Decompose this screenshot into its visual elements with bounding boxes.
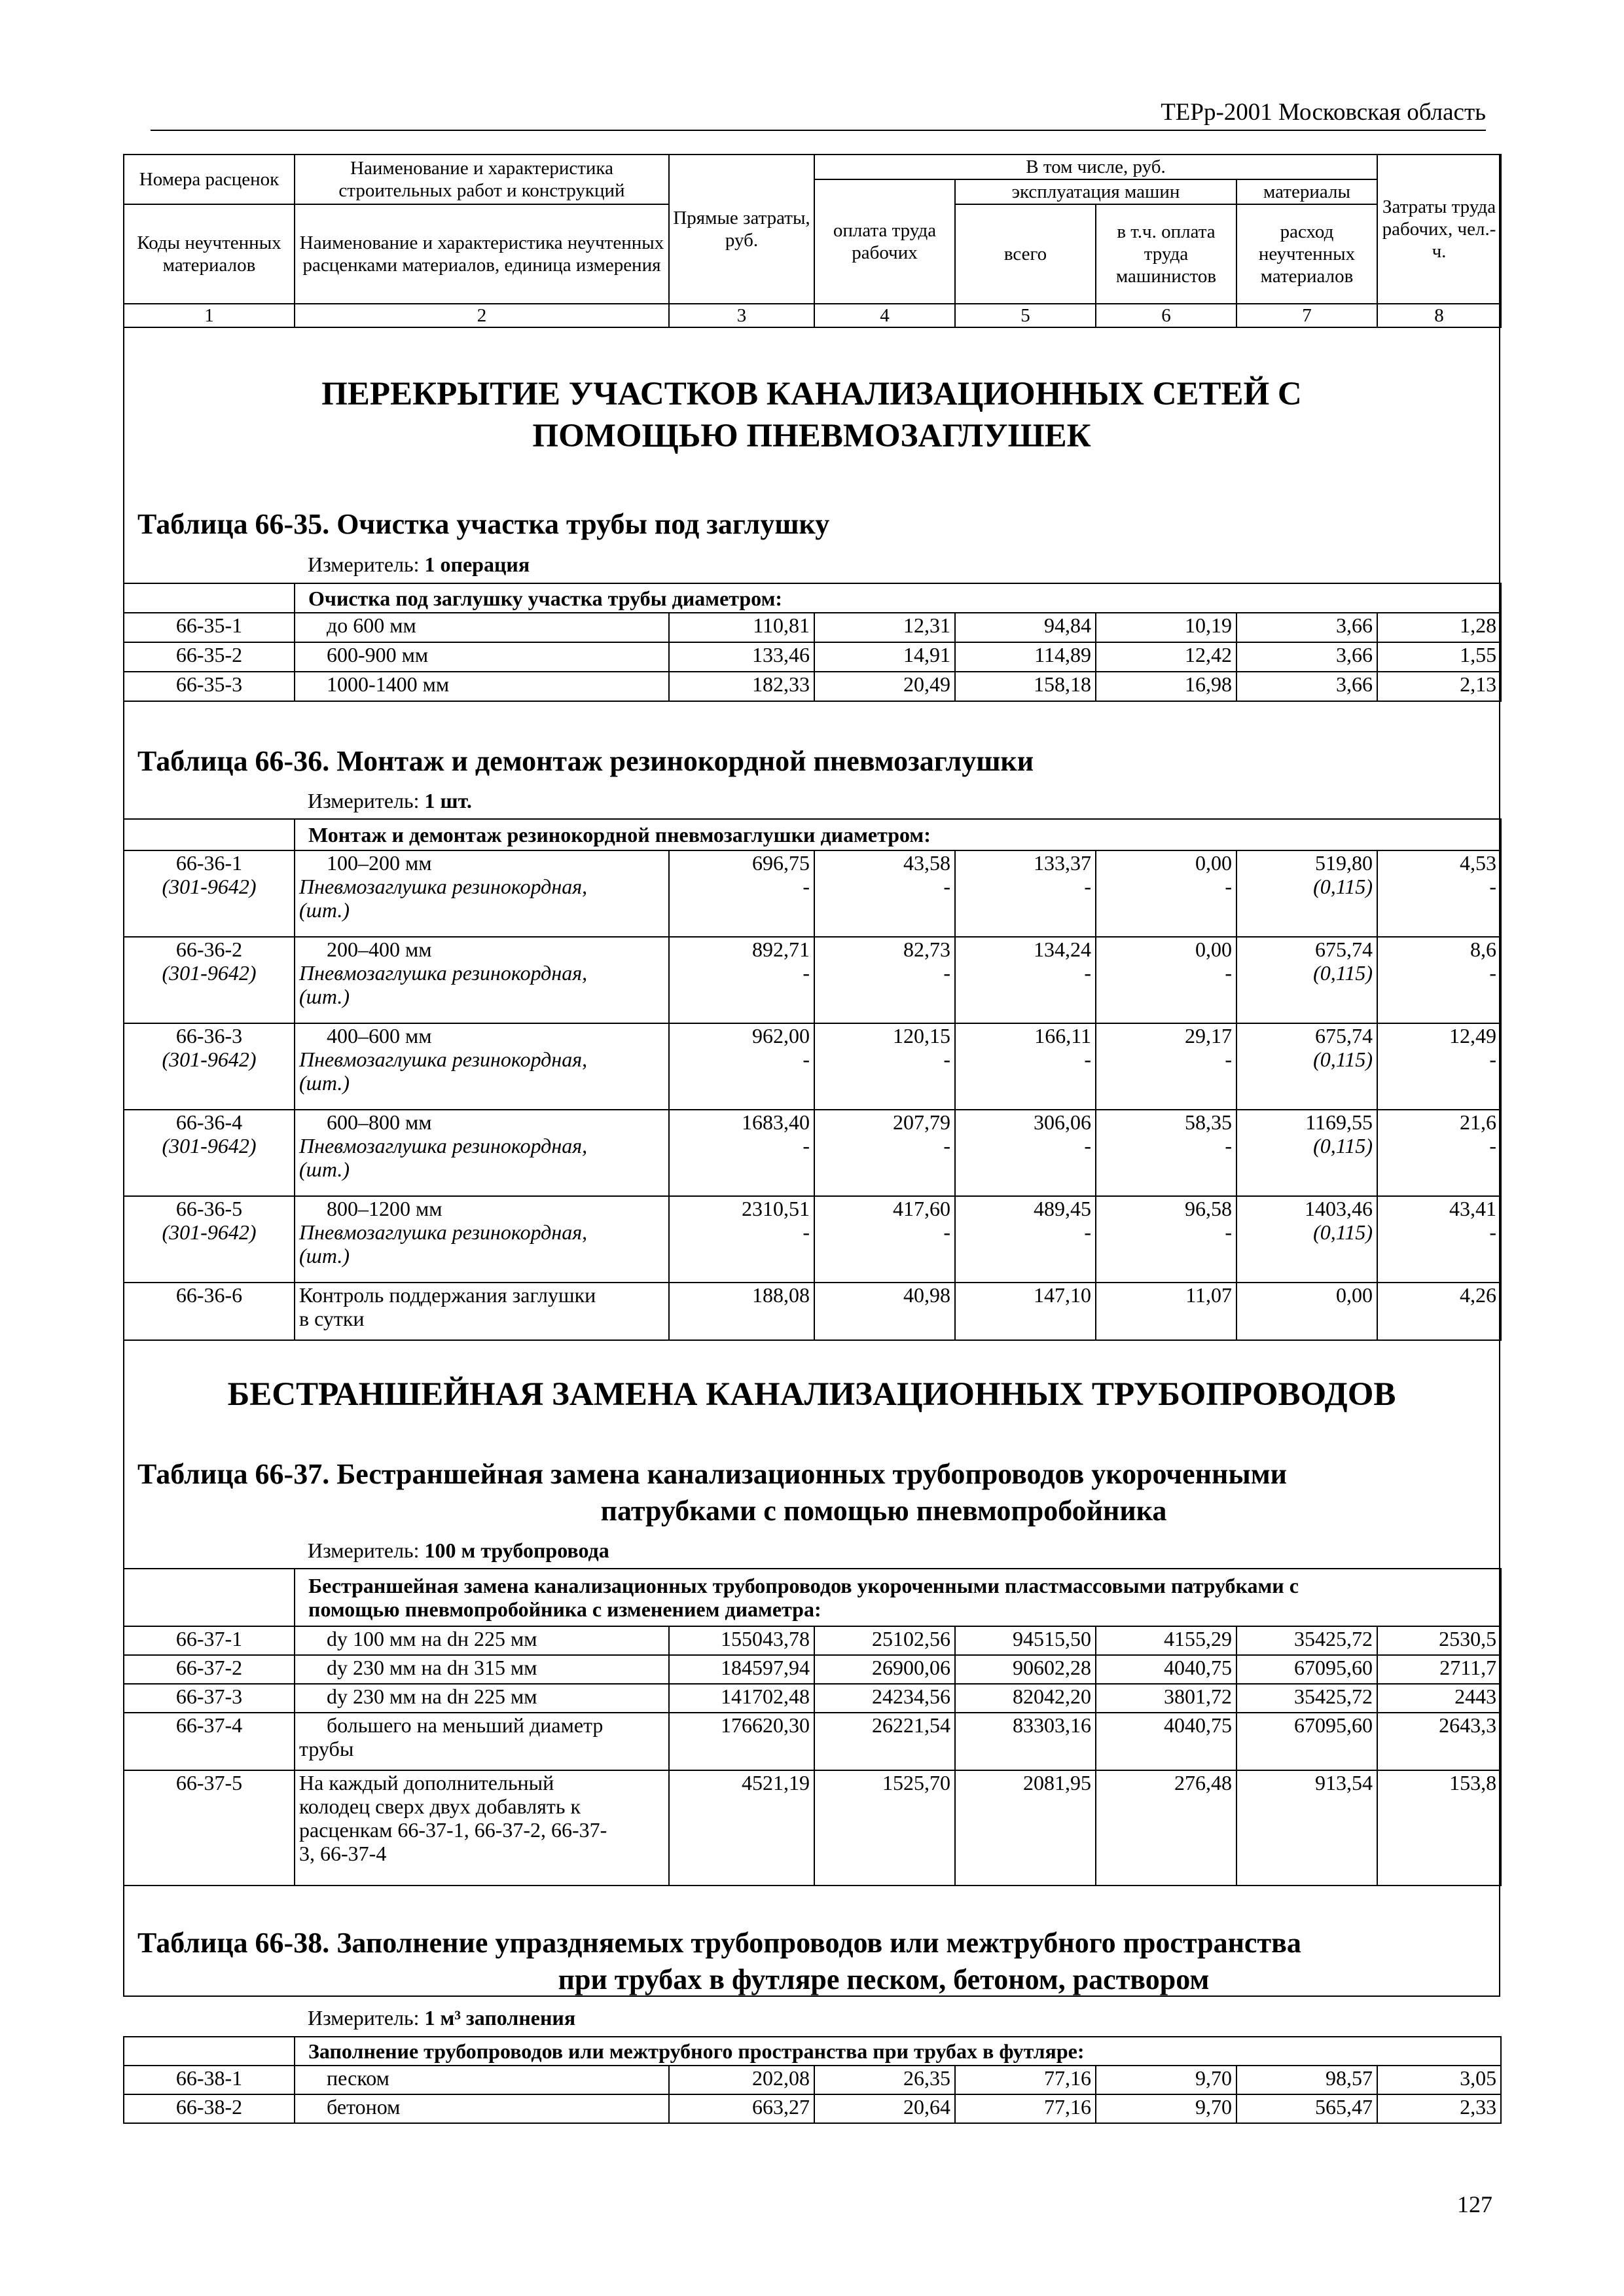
col-num: 7 — [1236, 304, 1377, 327]
header-machine-operation: эксплуатация машин — [955, 179, 1236, 204]
col-num: 1 — [124, 304, 295, 327]
header-material-codes: Коды неучтенных материалов — [124, 204, 295, 304]
table-row: 66-35-1 до 600 мм 110,81 12,31 94,84 10,19 3,66 1,28 — [124, 613, 1501, 642]
table-66-36 — [123, 818, 1502, 1341]
col-num: 4 — [814, 304, 955, 327]
table-66-35-meter: Измеритель: 1 операция — [308, 553, 530, 576]
table-66-36-title: Таблица 66-36. Монтаж и демонтаж резинокордной пневмозаглушки — [137, 745, 1034, 777]
table-66-36-meter: Измеритель: 1 шт. — [308, 789, 472, 812]
table-row: 66-37-5 На каждый дополнительный колодец сверх двух добавлять к расценкам 66-37-1, 66-37-2, 66-37- 3, 66-37-4 4521,19 1525,70 2081,95 276,48 913,54 153,8 — [124, 1770, 1501, 1886]
table-row: 66-38-2 бетоном 663,27 20,64 77,16 9,70 565,47 2,33 — [124, 2094, 1501, 2123]
table-row: 66-36-4 (301-9642) 600–800 мм Пневмозаглушка резинокордная, (шт.) 1683,40 - 207,79 - 306,06 - 58,35 - 1169,55 (0,115) 21,6 - — [124, 1110, 1501, 1196]
table-row: 66-37-2 dу 230 мм на dн 315 мм 184597,94 26900,06 90602,28 4040,75 67095,60 2711,7 — [124, 1655, 1501, 1684]
table-subheader: Очистка под заглушку участка трубы диаметром: — [295, 583, 1501, 613]
table-66-37-title: Таблица 66-37. Бестраншейная замена канализационных трубопроводов укороченными патрубками с помощью пневмопробойника — [137, 1458, 1288, 1527]
col-num: 6 — [1096, 304, 1236, 327]
table-row: 66-35-3 1000-1400 мм 182,33 20,49 158,18 16,98 3,66 2,13 — [124, 672, 1501, 701]
section-title-line: ПОМОЩЬЮ ПНЕВМОЗАГЛУШЕК — [532, 418, 1091, 454]
table-66-38 — [123, 2036, 1502, 2124]
header-direct-costs: Прямые затраты, руб. — [669, 155, 814, 304]
table-row: 66-36-3 (301-9642) 400–600 мм Пневмозаглушка резинокордная, (шт.) 962,00 - 120,15 - 166,11 - 29,17 - 675,74 (0,115) 12,49 - — [124, 1023, 1501, 1110]
table-66-37 — [123, 1568, 1502, 1886]
section-title-2: БЕСТРАНШЕЙНАЯ ЗАМЕНА КАНАЛИЗАЦИОННЫХ ТРУБОПРОВОДОВ — [227, 1376, 1396, 1413]
header-work-name: Наименование и характеристика строительных работ и конструкций — [295, 155, 669, 204]
col-num: 3 — [669, 304, 814, 327]
header-rate-numbers: Номера расценок — [124, 155, 295, 204]
table-66-37-meter: Измеритель: 100 м трубопровода — [308, 1539, 609, 1562]
table-row: 66-37-1 dу 100 мм на dн 225 мм 155043,78 25102,56 94515,50 4155,29 35425,72 2530,5 — [124, 1626, 1501, 1655]
column-header-table — [123, 154, 1502, 328]
page-number: 127 — [1457, 2191, 1492, 2217]
section-title-line: ПЕРЕКРЫТИЕ УЧАСТКОВ КАНАЛИЗАЦИОННЫХ СЕТЕЙ С — [321, 376, 1302, 412]
table-row: 66-35-2 600-900 мм 133,46 14,91 114,89 12,42 3,66 1,55 — [124, 642, 1501, 672]
table-66-38-meter: Измеритель: 1 м³ заполнения — [308, 2006, 576, 2030]
header-machinist-pay: в т.ч. оплата труда машинистов — [1096, 204, 1236, 304]
col-num: 5 — [955, 304, 1096, 327]
table-row: 66-37-3 dу 230 мм на dн 225 мм 141702,48 24234,56 82042,20 3801,72 35425,72 2443 — [124, 1684, 1501, 1713]
table-row: 66-36-5 (301-9642) 800–1200 мм Пневмозаглушка резинокордная, (шт.) 2310,51 - 417,60 - 489,45 - 96,58 - 1403,46 (0,115) 43,41 - — [124, 1196, 1501, 1283]
table-row: 66-36-1 (301-9642) 100–200 мм Пневмозаглушка резинокордная, (шт.) 696,75 - 43,58 - 133,37 - 0,00 - 519,80 (0,115) 4,53 - — [124, 850, 1501, 937]
col-num: 2 — [295, 304, 669, 327]
table-subheader: Бестраншейная замена канализационных трубопроводов укороченными пластмассовыми патрубками с помощью пневмопробойника с изменением диаметра: — [295, 1569, 1501, 1626]
table-subheader: Монтаж и демонтаж резинокордной пневмозаглушки диаметром: — [295, 819, 1501, 850]
table-66-35-title: Таблица 66-35. Очистка участка трубы под заглушку — [137, 508, 830, 540]
table-row: 66-36-2 (301-9642) 200–400 мм Пневмозаглушка резинокордная, (шт.) 892,71 - 82,73 - 134,24 - 0,00 - 675,74 (0,115) 8,6 - — [124, 937, 1501, 1023]
table-row: 66-38-1 песком 202,08 26,35 77,16 9,70 98,57 3,05 — [124, 2066, 1501, 2094]
table-66-38-title: Таблица 66-38. Заполнение упраздняемых трубопроводов или межтрубного пространства при трубах в футляре песком, бетоном, раствором — [137, 1927, 1301, 1995]
header-material-names: Наименование и характеристика неучтенных расценками материалов, единица измерения — [295, 204, 669, 304]
header-unaccounted-materials: расход неучтенных материалов — [1236, 204, 1377, 304]
section-title-1 — [131, 373, 1492, 457]
header-materials: материалы — [1236, 179, 1377, 204]
header-labor-costs: Затраты труда рабочих, чел.-ч. — [1377, 155, 1501, 304]
header-including: В том числе, руб. — [814, 155, 1377, 179]
header-worker-pay: оплата труда рабочих — [814, 179, 955, 304]
table-row: 66-37-4 большего на меньший диаметр трубы 176620,30 26221,54 83303,16 4040,75 67095,60 2643,3 — [124, 1713, 1501, 1770]
table-row: 66-36-6 Контроль поддержания заглушки в сутки 188,08 40,98 147,10 11,07 0,00 4,26 — [124, 1283, 1501, 1340]
table-66-35 — [123, 583, 1502, 702]
running-head: ТЕРр-2001 Московская область — [151, 98, 1486, 131]
header-total: всего — [955, 204, 1096, 304]
col-num: 8 — [1377, 304, 1501, 327]
table-subheader: Заполнение трубопроводов или межтрубного пространства при трубах в футляре: — [295, 2037, 1501, 2066]
